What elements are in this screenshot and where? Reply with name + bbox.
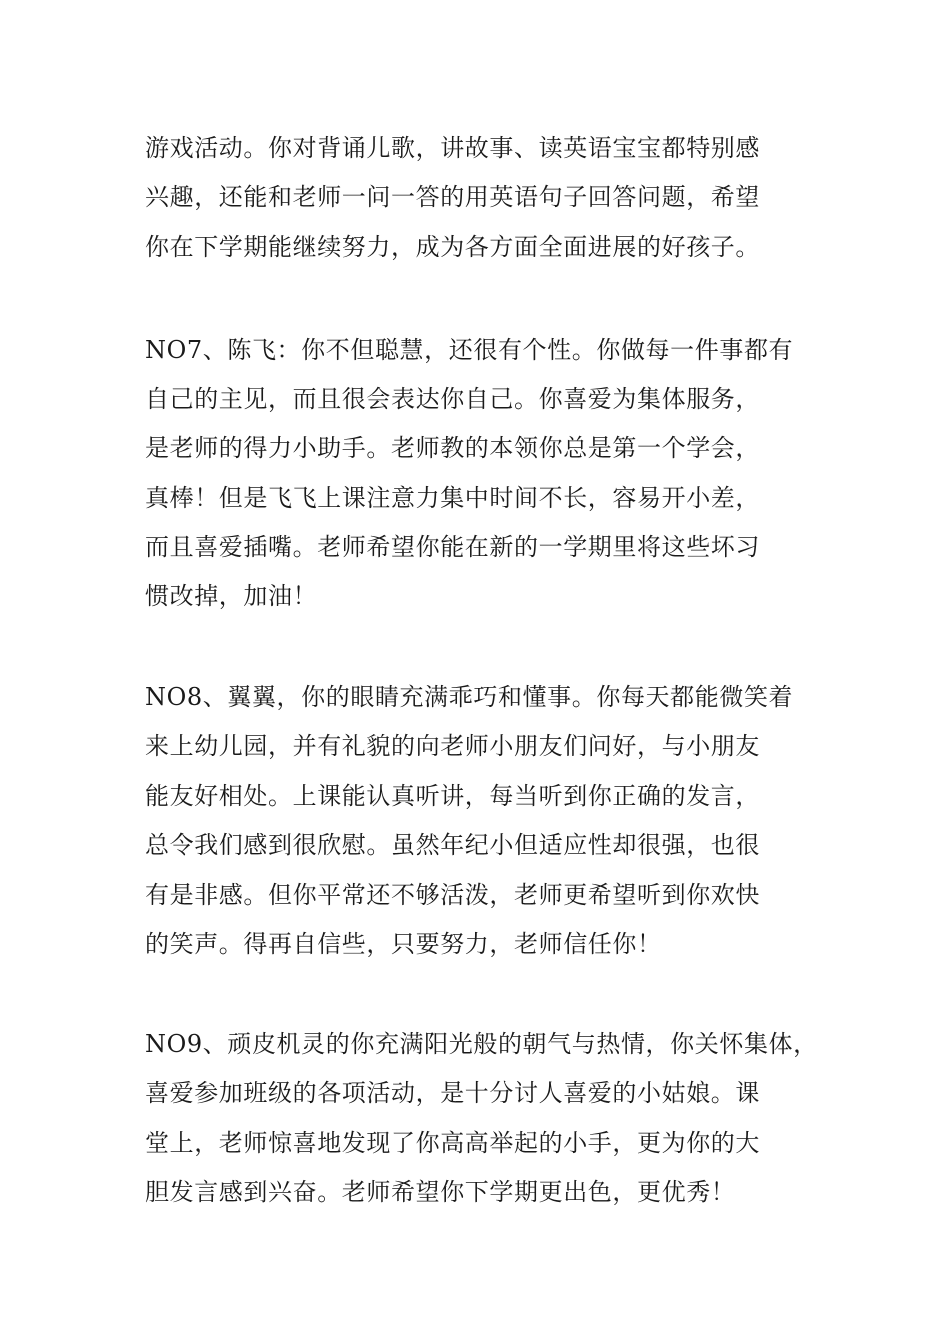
paragraph-3-line-6: 的笑声。得再自信些，只要努力，老师信任你！ [145,930,662,958]
paragraph-2-line-2: 自己的主见，而且很会表达你自己。你喜爱为集体服务， [145,385,760,413]
paragraph-1-line-3: 你在下学期能继续努力，成为各方面全面进展的好孩子。 [145,233,760,261]
paragraph-2-line-6: 惯改掉，加油！ [145,582,318,610]
paragraph-2-line-5: 而且喜爱插嘴。老师希望你能在新的一学期里将这些坏习 [145,533,760,561]
paragraph-4-line-4: 胆发言感到兴奋。老师希望你下学期更出色，更优秀！ [145,1178,736,1206]
paragraph-3-line-5: 有是非感。但你平常还不够活泼，老师更希望听到你欢快 [145,881,760,909]
paragraph-1-line-2: 兴趣，还能和老师一问一答的用英语句子回答问题，希望 [145,183,760,211]
paragraph-2-line-1: NO7、陈飞：你不但聪慧，还很有个性。你做每一件事都有 [145,336,794,364]
paragraph-4-line-2: 喜爱参加班级的各项活动，是十分讨人喜爱的小姑娘。课 [145,1079,760,1107]
paragraph-3-line-2: 来上幼儿园，并有礼貌的向老师小朋友们问好，与小朋友 [145,732,760,760]
paragraph-3-line-1: NO8、翼翼，你的眼睛充满乖巧和懂事。你每天都能微笑着 [145,683,794,711]
paragraph-4-line-3: 堂上，老师惊喜地发现了你高高举起的小手，更为你的大 [145,1129,760,1157]
paragraph-2-line-4: 真棒！但是飞飞上课注意力集中时间不长，容易开小差， [145,484,760,512]
paragraph-4-line-1: NO9、顽皮机灵的你充满阳光般的朝气与热情，你关怀集体， [145,1030,818,1058]
paragraph-3-line-4: 总令我们感到很欣慰。虽然年纪小但适应性却很强，也很 [145,831,760,859]
paragraph-3-line-3: 能友好相处。上课能认真听讲，每当听到你正确的发言， [145,782,760,810]
paragraph-2-line-3: 是老师的得力小助手。老师教的本领你总是第一个学会， [145,434,760,462]
paragraph-1-line-1: 游戏活动。你对背诵儿歌，讲故事、读英语宝宝都特别感 [145,134,760,162]
